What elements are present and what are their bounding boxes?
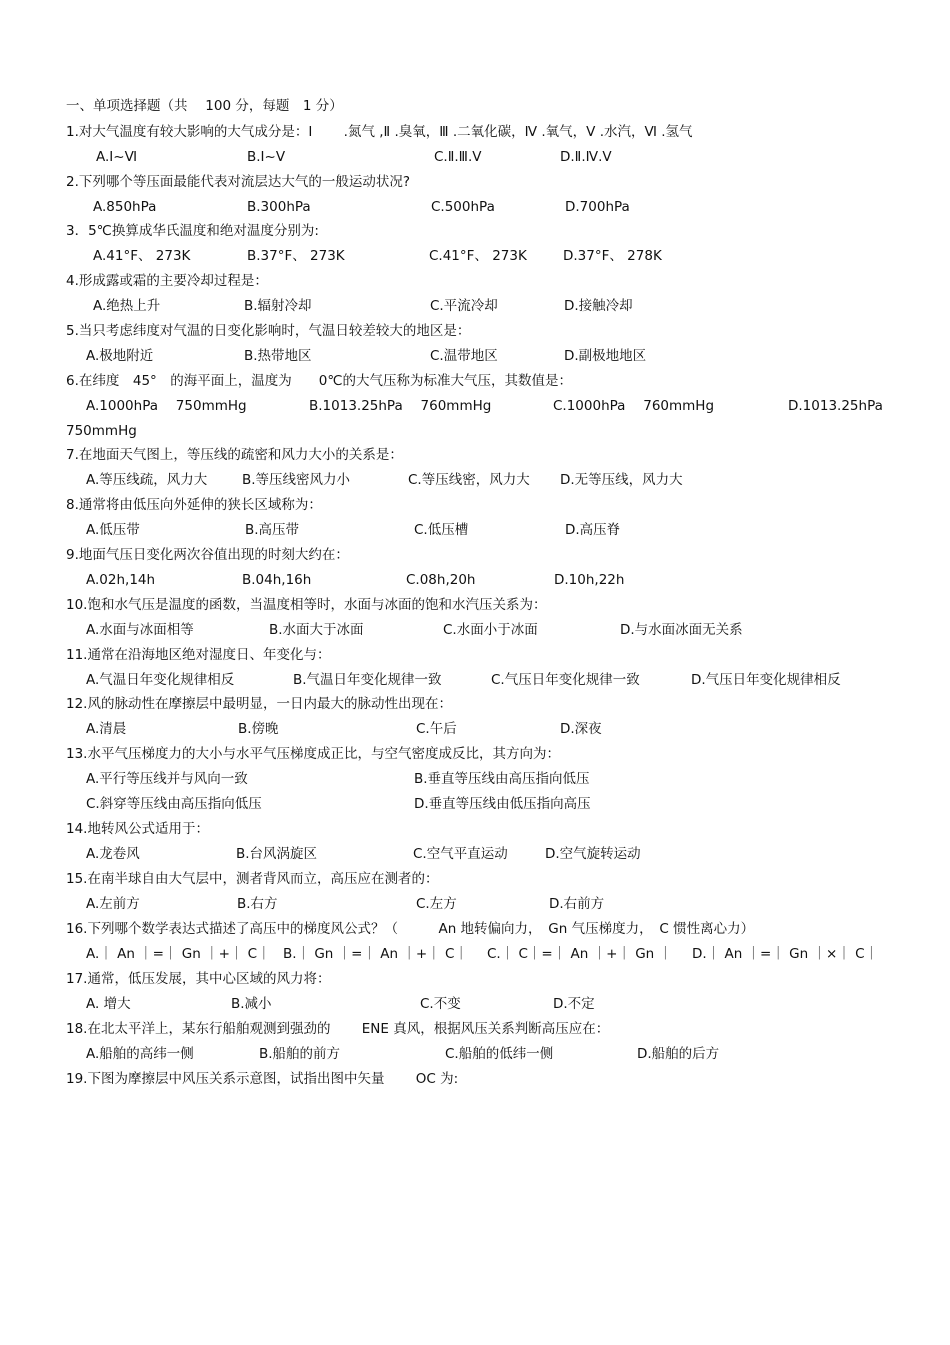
question-9-option-b: B.04h,16h	[242, 572, 312, 588]
question-1-option-a: A.Ⅰ~Ⅵ	[96, 149, 138, 165]
question-9-option-c: C.08h,20h	[406, 572, 476, 588]
question-12-option-d: D.深夜	[560, 721, 602, 737]
question-16-option-a: A.｜ An ｜=｜ Gn ｜+｜ C｜	[86, 946, 271, 962]
question-6-option-a: A.1000hPa 750mmHg	[86, 398, 247, 414]
question-4-option-a: A.绝热上升	[93, 298, 161, 314]
question-13-option-c: C.斜穿等压线由高压指向低压	[86, 796, 262, 812]
question-11-option-d: D.气压日年变化规律相反	[691, 672, 841, 688]
question-9-option-d: D.10h,22h	[554, 572, 625, 588]
question-3-option-c: C.41°F、 273K	[429, 248, 527, 264]
question-17-option-b: B.减小	[231, 996, 272, 1012]
question-14-option-a: A.龙卷风	[86, 846, 140, 862]
question-16-option-d: D.｜ An ｜=｜ Gn ｜×｜ C｜	[692, 946, 879, 962]
question-6-stem: 6.在纬度 45° 的海平面上，温度为 0℃的大气压称为标准大气压，其数值是：	[66, 373, 573, 389]
question-18-option-a: A.船舶的高纬一侧	[86, 1046, 194, 1062]
question-17-option-c: C.不变	[420, 996, 461, 1012]
question-15-option-a: A.左前方	[86, 896, 140, 912]
question-15-option-c: C.左方	[416, 896, 457, 912]
question-18-stem: 18.在北太平洋上，某东行船舶观测到强劲的 ENE 真风，根据风压关系判断高压应在：	[66, 1021, 610, 1037]
question-10-option-a: A.水面与冰面相等	[86, 622, 194, 638]
question-8-option-c: C.低压槽	[414, 522, 469, 538]
question-17-option-a: A. 增大	[86, 996, 131, 1012]
question-8-stem: 8.通常将由低压向外延伸的狭长区域称为：	[66, 497, 322, 513]
question-18-option-d: D.船舶的后方	[637, 1046, 720, 1062]
question-7-option-c: C.等压线密，风力大	[408, 472, 530, 488]
question-2-option-c: C.500hPa	[431, 199, 495, 215]
question-9-option-a: A.02h,14h	[86, 572, 156, 588]
question-10-stem: 10.饱和水气压是温度的函数，当温度相等时，水面与冰面的饱和水汽压关系为：	[66, 597, 547, 613]
question-14-option-c: C.空气平直运动	[413, 846, 508, 862]
question-3-option-a: A.41°F、 273K	[93, 248, 191, 264]
question-11-option-b: B.气温日年变化规律一致	[293, 672, 442, 688]
question-18-option-b: B.船舶的前方	[259, 1046, 341, 1062]
question-10-option-c: C.水面小于冰面	[443, 622, 538, 638]
question-3-stem: 3．5℃换算成华氏温度和绝对温度分别为:	[66, 223, 319, 239]
question-6-option-c: C.1000hPa 760mmHg	[553, 398, 715, 414]
question-12-option-a: A.清晨	[86, 721, 127, 737]
question-7-option-d: D.无等压线，风力大	[560, 472, 683, 488]
question-13-stem: 13.水平气压梯度力的大小与水平气压梯度成正比，与空气密度成反比，其方向为：	[66, 746, 560, 762]
question-13-option-a: A.平行等压线并与风向一致	[86, 771, 248, 787]
question-10-option-d: D.与水面冰面无关系	[620, 622, 743, 638]
question-4-option-d: D.接触冷却	[564, 298, 633, 314]
question-12-stem: 12.风的脉动性在摩擦层中最明显，一日内最大的脉动性出现在：	[66, 696, 452, 712]
question-11-option-c: C.气压日年变化规律一致	[491, 672, 640, 688]
question-2-stem: 2.下列哪个等压面最能代表对流层达大气的一般运动状况?	[66, 174, 411, 190]
question-15-stem: 15.在南半球自由大气层中，测者背风而立，高压应在测者的：	[66, 871, 439, 887]
question-19-stem: 19.下图为摩擦层中风压关系示意图，试指出图中矢量 OC 为:	[66, 1071, 459, 1087]
question-16-stem: 16.下列哪个数学表达式描述了高压中的梯度风公式？（ An 地转偏向力， Gn 气压梯度力， C 惯性离心力）	[66, 921, 755, 937]
question-15-option-d: D.右前方	[549, 896, 605, 912]
question-5-option-b: B.热带地区	[244, 348, 312, 364]
question-1-option-d: D.Ⅱ.Ⅳ.Ⅴ	[560, 149, 612, 165]
question-16-option-b: B.｜ Gn ｜=｜ An ｜+｜ C｜	[283, 946, 468, 962]
question-12-option-b: B.傍晚	[238, 721, 279, 737]
question-17-option-d: D.不定	[553, 996, 595, 1012]
question-2-option-d: D.700hPa	[565, 199, 630, 215]
section-title: 一、单项选择题（共 100 分，每题 1 分）	[66, 98, 343, 114]
question-10-option-b: B.水面大于冰面	[269, 622, 364, 638]
question-18-option-c: C.船舶的低纬一侧	[445, 1046, 554, 1062]
question-8-option-d: D.高压脊	[565, 522, 621, 538]
question-8-option-a: A.低压带	[86, 522, 140, 538]
question-11-stem: 11.通常在沿海地区绝对湿度日、年变化与：	[66, 647, 331, 663]
question-1-option-c: C.Ⅱ.Ⅲ.Ⅴ	[434, 149, 482, 165]
question-5-option-a: A.极地附近	[86, 348, 154, 364]
question-11-option-a: A.气温日年变化规律相反	[86, 672, 235, 688]
question-6-option-d-continued: 750mmHg	[66, 423, 137, 439]
question-1-stem: 1.对大气温度有较大影响的大气成分是：Ⅰ .氮气 ,Ⅱ .臭氧，Ⅲ .二氧化碳，Ⅳ .氧气，Ⅴ .水汽，Ⅵ .氢气	[66, 124, 693, 140]
question-15-option-b: B.右方	[237, 896, 278, 912]
question-13-option-d: D.垂直等压线由低压指向高压	[414, 796, 591, 812]
question-12-option-c: C.午后	[416, 721, 457, 737]
question-2-option-a: A.850hPa	[93, 199, 157, 215]
question-5-option-d: D.副极地地区	[564, 348, 647, 364]
question-14-option-d: D.空气旋转运动	[545, 846, 641, 862]
question-13-option-b: B.垂直等压线由高压指向低压	[414, 771, 590, 787]
question-8-option-b: B.高压带	[245, 522, 300, 538]
question-17-stem: 17.通常，低压发展，其中心区域的风力将：	[66, 971, 331, 987]
question-1-option-b: B.Ⅰ~Ⅴ	[247, 149, 286, 165]
question-4-stem: 4.形成露或霜的主要冷却过程是：	[66, 273, 268, 289]
question-7-option-b: B.等压线密风力小	[242, 472, 351, 488]
question-9-stem: 9.地面气压日变化两次谷值出现的时刻大约在：	[66, 547, 349, 563]
question-3-option-d: D.37°F、 278K	[563, 248, 662, 264]
question-6-option-b: B.1013.25hPa 760mmHg	[309, 398, 492, 414]
question-16-option-c: C.｜ C｜=｜ An ｜+｜ Gn ｜	[487, 946, 673, 962]
question-2-option-b: B.300hPa	[247, 199, 311, 215]
question-6-option-d: D.1013.25hPa	[788, 398, 883, 414]
question-7-stem: 7.在地面天气图上，等压线的疏密和风力大小的关系是：	[66, 447, 403, 463]
question-14-option-b: B.台风涡旋区	[236, 846, 318, 862]
question-3-option-b: B.37°F、 273K	[247, 248, 345, 264]
question-14-stem: 14.地转风公式适用于：	[66, 821, 209, 837]
question-7-option-a: A.等压线疏，风力大	[86, 472, 208, 488]
question-5-option-c: C.温带地区	[430, 348, 498, 364]
question-5-stem: 5.当只考虑纬度对气温的日变化影响时，气温日较差较大的地区是：	[66, 323, 471, 339]
question-4-option-c: C.平流冷却	[430, 298, 498, 314]
question-4-option-b: B.辐射冷却	[244, 298, 312, 314]
